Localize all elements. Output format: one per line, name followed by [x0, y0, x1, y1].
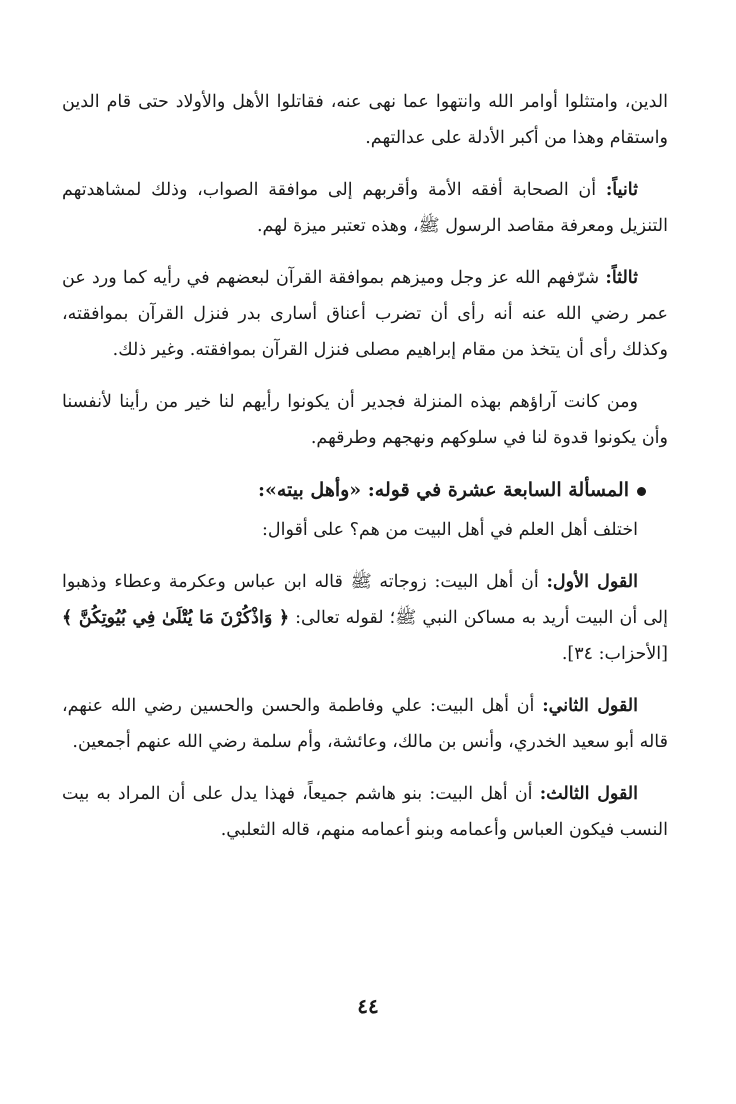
paragraph-text: أن أهل البيت: علي وفاطمة والحسن والحسين رضي الله عنهم، قاله أبو سعيد الخدري، وأنس بن مالك، وعائشة، وأم سلمة رضي الله عنهم أجمعين.: [62, 696, 668, 752]
paragraph-conclusion: [62, 384, 668, 456]
section-heading-text: المسألة السابعة عشرة في قوله: «وأهل بيته»:: [257, 479, 629, 501]
page-body: [62, 84, 668, 864]
paragraph-second-point: [62, 172, 668, 244]
bullet-icon: [637, 487, 646, 496]
paragraph-third-opinion: [62, 776, 668, 848]
opinion-label: القول الأول:: [546, 572, 638, 592]
section-heading: [62, 472, 668, 508]
paragraph-text: شرّفهم الله عز وجل وميزهم بموافقة القرآن لبعضهم في رأيه كما ورد عن عمر رضي الله عنه أنه رأى أن تضرب أعناق أسارى بدر فنزل القرآن بموافقته، وكذلك رأى أن يتخذ من مقام إبراهيم مصلى فنزل القرآن بموافقته. وغير ذلك.: [62, 268, 668, 360]
quran-verse: ﴿ وَاذْكُرْنَ مَا يُتْلَىٰ فِي بُيُوتِكُنَّ ﴾: [62, 608, 290, 628]
point-label: ثانياً:: [605, 180, 638, 200]
paragraph-text: ومن كانت آراؤهم بهذه المنزلة فجدير أن يكونوا رأيهم لنا خير من رأينا لأنفسنا وأن يكونوا قدوة لنا في سلوكهم ونهجهم وطرقهم.: [62, 392, 668, 448]
paragraph-text: الدين، وامتثلوا أوامر الله وانتهوا عما نهى عنه، فقاتلوا الأهل والأولاد حتى قام الدين واستقام وهذا من أكبر الأدلة على عدالتهم.: [62, 92, 668, 148]
paragraph-justice: [62, 84, 668, 156]
point-label: ثالثاً:: [605, 268, 638, 288]
opinion-label: القول الثالث:: [539, 784, 638, 804]
opinion-label: القول الثاني:: [542, 696, 638, 716]
paragraph-text: اختلف أهل العلم في أهل البيت من هم؟ على أقوال:: [261, 520, 638, 540]
paragraph-intro: [62, 512, 668, 548]
paragraph-text: أن أهل البيت: زوجاته ﷺ قاله ابن عباس وعكرمة وعطاء وذهبوا إلى أن البيت أريد به مساكن النبي ﷺ؛ لقوله تعالى:: [62, 572, 668, 628]
paragraph-third-point: [62, 260, 668, 368]
verse-reference: [الأحزاب: ٣٤].: [561, 644, 668, 664]
paragraph-second-opinion: [62, 688, 668, 760]
paragraph-text: أن أهل البيت: بنو هاشم جميعاً، فهذا يدل على أن المراد به بيت النسب فيكون العباس وأعمامه وبنو أعمامه منهم، قاله الثعلبي.: [62, 784, 668, 840]
paragraph-first-opinion: [62, 564, 668, 672]
paragraph-text: أن الصحابة أفقه الأمة وأقربهم إلى موافقة الصواب، وذلك لمشاهدتهم التنزيل ومعرفة مقاصد الرسول ﷺ، وهذه تعتبر ميزة لهم.: [62, 180, 668, 236]
page-number: ٤٤: [357, 994, 379, 1018]
